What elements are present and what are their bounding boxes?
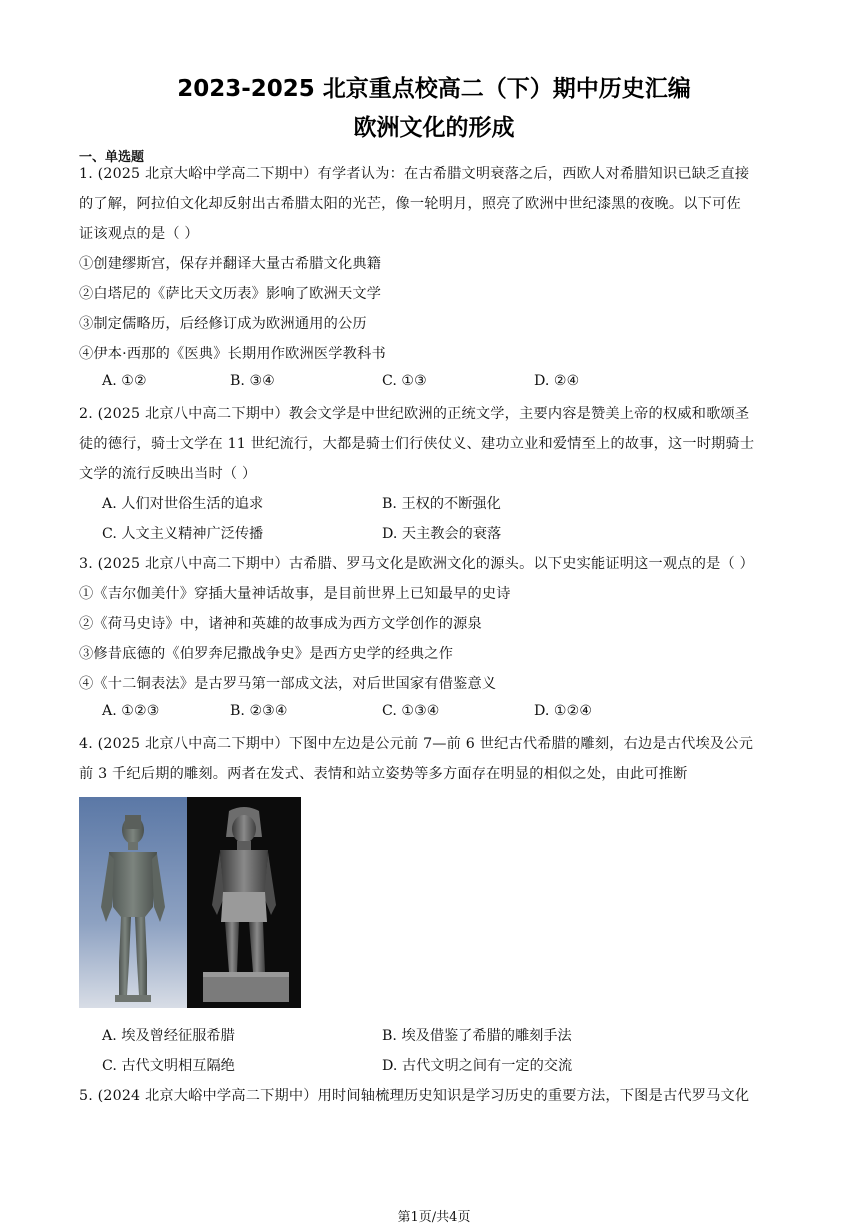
page-subtitle: 欧洲文化的形成 — [353, 115, 515, 141]
question-2-option-c: C. 人文主义精神广泛传播 — [102, 526, 264, 542]
question-2-option-b: B. 王权的不断强化 — [382, 496, 501, 512]
question-4-option-c: C. 古代文明相互隔绝 — [102, 1058, 235, 1074]
question-3-option-d: D. ①②④ — [534, 703, 593, 719]
question-2-text: 徒的德行，骑士文学在 11 世纪流行，大都是骑士们行侠仗义、建功立业和爱情至上的故事，这一时期骑士 — [79, 436, 755, 452]
question-3-item: ②《荷马史诗》中，诸神和英雄的故事成为西方文学创作的源泉 — [79, 616, 482, 632]
page-number: 第1页/共4页 — [397, 1210, 471, 1225]
question-2-text: 2. (2025 北京八中高二下期中）教会文学是中世纪欧洲的正统文学，主要内容是赞美上帝的权威和歌颂圣 — [79, 406, 750, 422]
question-4-text: 前 3 千纪后期的雕刻。两者在发式、表情和站立姿势等多方面存在明显的相似之处，由此可推断 — [79, 766, 688, 782]
question-4-option-d: D. 古代文明之间有一定的交流 — [382, 1058, 573, 1074]
question-1-item: ③制定儒略历，后经修订成为欧洲通用的公历 — [79, 316, 367, 332]
question-4-option-a: A. 埃及曾经征服希腊 — [102, 1028, 235, 1044]
egyptian-statue-sculpture — [187, 797, 301, 1008]
question-3-item: ④《十二铜表法》是古罗马第一部成文法，对后世国家有借鉴意义 — [79, 676, 497, 692]
question-4-text: 4. (2025 北京八中高二下期中）下图中左边是公元前 7—前 6 世纪古代希腊的雕刻，右边是古代埃及公元 — [79, 736, 754, 752]
question-3-text: 3. (2025 北京八中高二下期中）古希腊、罗马文化是欧洲文化的源头。以下史实能证明这一观点的是（ ） — [79, 556, 754, 572]
question-1-option-c: C. ①③ — [382, 373, 427, 389]
question-3-item: ③修昔底德的《伯罗奔尼撒战争史》是西方史学的经典之作 — [79, 646, 454, 662]
section-heading: 一、单选题 — [79, 150, 145, 165]
question-5-text: 5. (2024 北京大峪中学高二下期中）用时间轴梳理历史知识是学习历史的重要方法，下图是古代罗马文化 — [79, 1088, 750, 1104]
question-1-text: 证该观点的是（ ） — [79, 226, 199, 242]
question-4-option-b: B. 埃及借鉴了希腊的雕刻手法 — [382, 1028, 572, 1044]
greek-kouros-sculpture — [79, 797, 187, 1008]
question-1-item: ①创建缪斯宫，保存并翻译大量古希腊文化典籍 — [79, 256, 382, 272]
question-1-text: 的了解，阿拉伯文化却反射出古希腊太阳的光芒，像一轮明月，照亮了欧洲中世纪漆黑的夜晚。以下可佐 — [79, 196, 741, 212]
question-2-option-a: A. 人们对世俗生活的追求 — [102, 496, 264, 512]
question-3-option-a: A. ①②③ — [102, 703, 160, 719]
question-3-option-c: C. ①③④ — [382, 703, 440, 719]
question-3-item: ①《吉尔伽美什》穿插大量神话故事，是目前世界上已知最早的史诗 — [79, 586, 511, 602]
question-1-option-b: B. ③④ — [230, 373, 275, 389]
question-1-option-a: A. ①② — [102, 373, 147, 389]
question-1-option-d: D. ②④ — [534, 373, 580, 389]
question-2-text: 文学的流行反映出当时（ ） — [79, 466, 257, 482]
question-1-text: 1. (2025 北京大峪中学高二下期中）有学者认为：在古希腊文明衰落之后，西欧人对希腊知识已缺乏直接 — [79, 166, 750, 182]
question-1-item: ④伊本·西那的《医典》长期用作欧洲医学教科书 — [79, 346, 386, 362]
question-1-item: ②白塔尼的《萨比天文历表》影响了欧洲天文学 — [79, 286, 382, 302]
page-title: 2023-2025 北京重点校高二（下）期中历史汇编 — [177, 76, 691, 102]
sculpture-comparison-image — [79, 797, 301, 1008]
question-2-option-d: D. 天主教会的衰落 — [382, 526, 502, 542]
question-3-option-b: B. ②③④ — [230, 703, 288, 719]
